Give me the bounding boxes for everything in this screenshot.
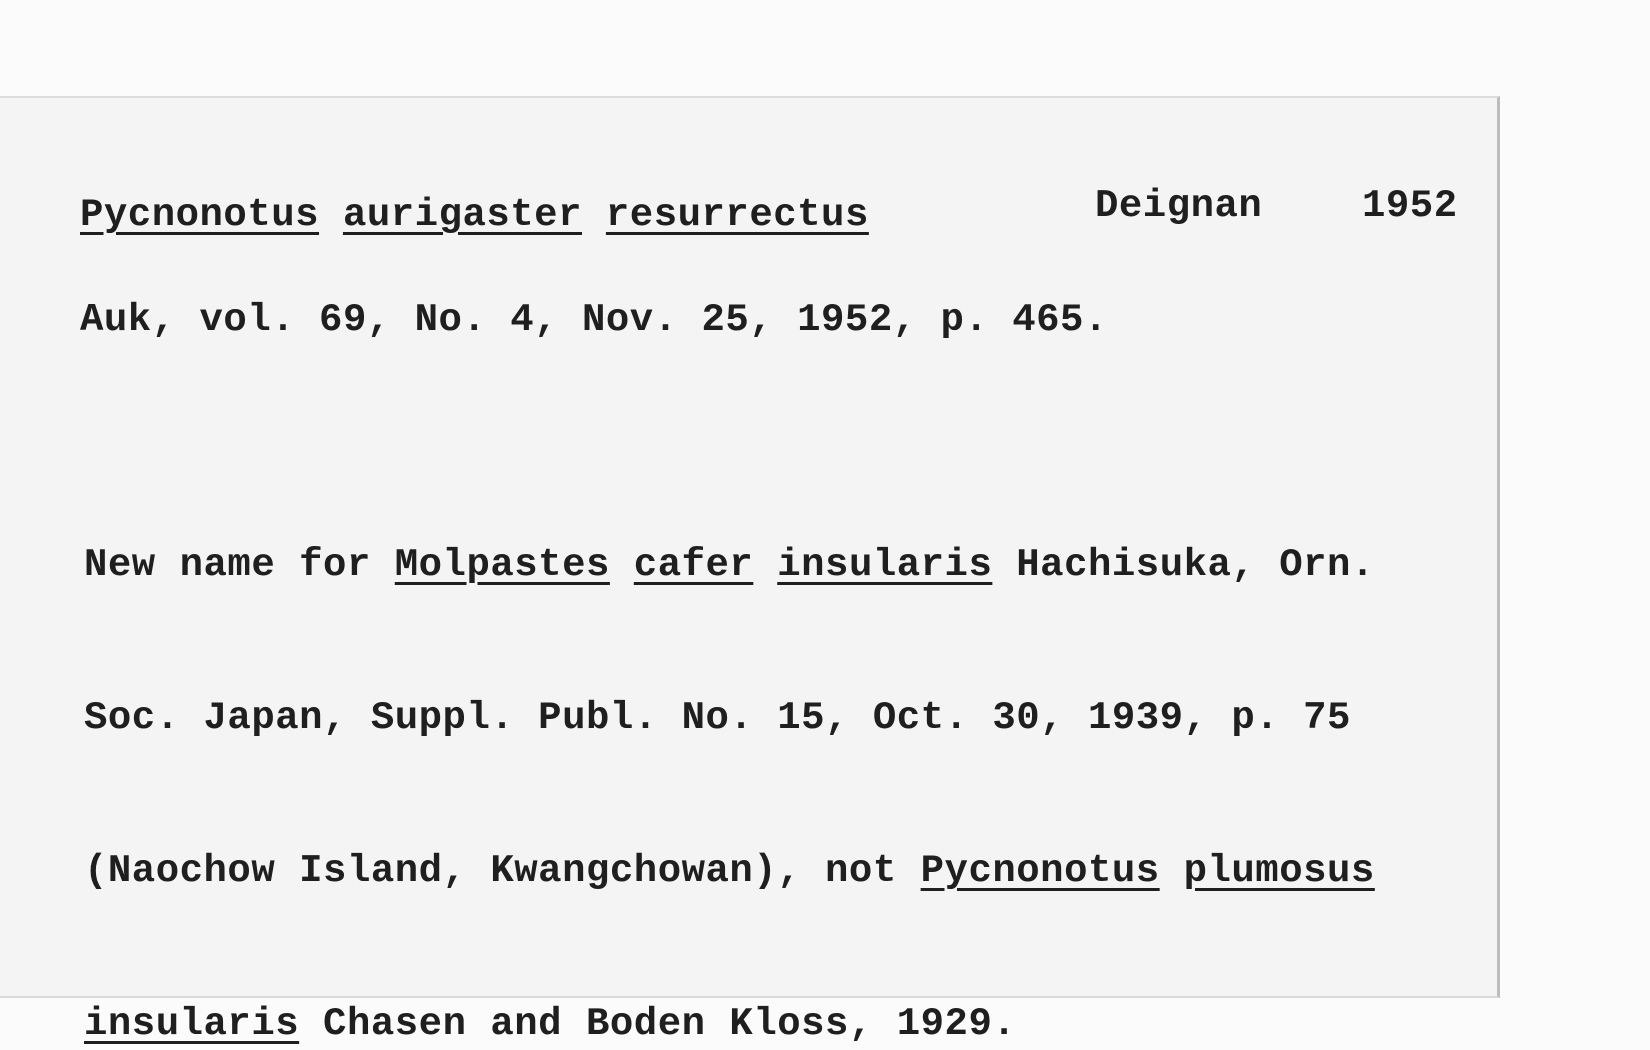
taxon-year: 1952: [1362, 184, 1458, 228]
index-card: [0, 96, 1500, 1046]
remarks-line-4-suffix: Chasen and Boden Kloss, 1929.: [299, 1002, 1017, 1046]
taxon-genus: Pycnonotus: [80, 193, 320, 237]
remarks-line-2: Soc. Japan, Suppl. Publ. No. 15, Oct. 30, 1939, p. 75: [84, 696, 1351, 740]
publication-citation: Auk, vol. 69, No. 4, Nov. 25, 1952, p. 465.: [80, 298, 1108, 342]
remarks-line-3-prefix: (Naochow Island, Kwangchowan), not: [84, 849, 921, 893]
remarks-line-3: [84, 846, 1375, 897]
synonym-species: cafer: [633, 543, 754, 587]
homonym-genus: Pycnonotus: [920, 849, 1160, 893]
remarks: [84, 438, 1375, 1050]
synonym-genus: Molpastes: [394, 543, 610, 587]
remarks-line-4: [84, 999, 1375, 1050]
remarks-line-1-suffix: Hachisuka, Orn.: [992, 543, 1375, 587]
synonym-subspecies: insularis: [777, 543, 993, 587]
homonym-species: plumosus: [1183, 849, 1375, 893]
taxon-author: Deignan: [1095, 184, 1263, 228]
remarks-line-1: [84, 540, 1375, 591]
taxon-species: aurigaster: [342, 193, 582, 237]
taxon-subspecies: resurrectus: [605, 193, 869, 237]
taxon-name: [80, 193, 869, 237]
homonym-subspecies: insularis: [84, 1002, 300, 1046]
remarks-line-1-prefix: New name for: [84, 543, 395, 587]
